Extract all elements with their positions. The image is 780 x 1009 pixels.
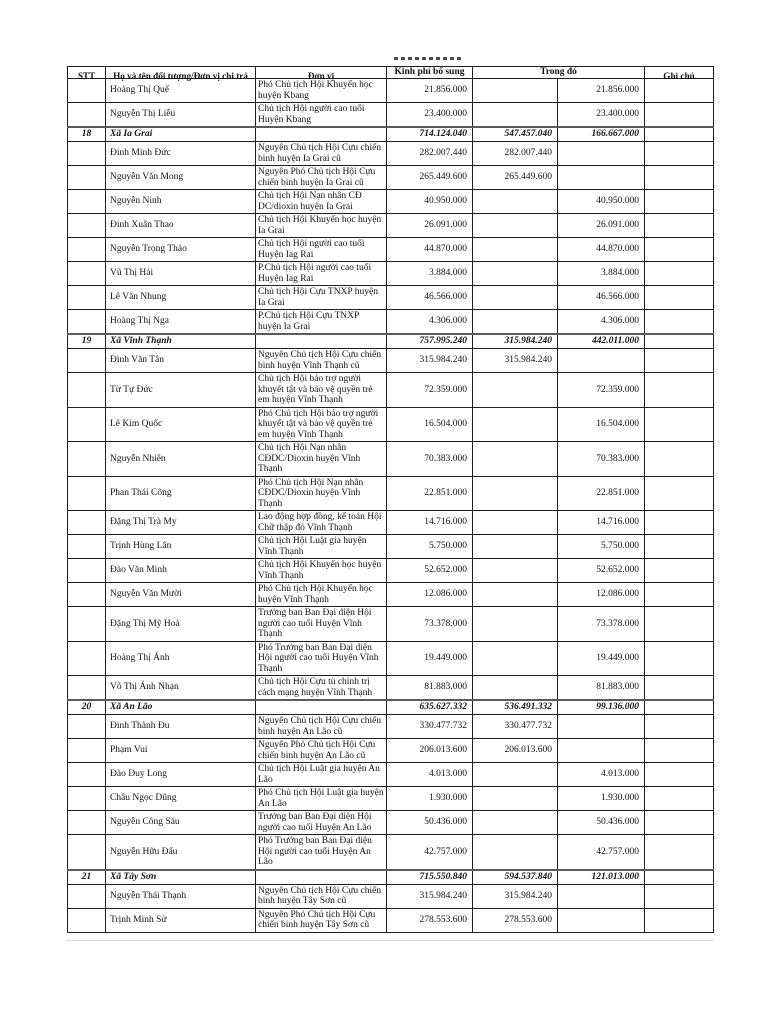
table-row	[68, 811, 714, 835]
row-stt	[68, 476, 106, 511]
row-name: Đinh Xuân Thao	[106, 214, 256, 238]
row-part1: 594.537.840	[473, 870, 558, 885]
row-name: Đào Văn Minh	[106, 559, 256, 583]
row-part2: 442.011.000	[558, 334, 645, 349]
row-amount: 26.091.000	[387, 214, 473, 238]
row-note	[645, 214, 714, 238]
row-note	[645, 700, 714, 715]
row-note	[645, 373, 714, 408]
row-stt	[68, 142, 106, 166]
row-amount: 3.884.000	[387, 262, 473, 286]
row-unit: Chủ tịch Hội bảo trợ người khuyết tật và bảo vệ quyền trẻ em huyện Vĩnh Thạnh	[256, 373, 387, 408]
row-name: Nguyễn Trọng Thảo	[106, 238, 256, 262]
row-part2: 73.378.000	[558, 607, 645, 642]
table-row	[68, 908, 714, 932]
row-stt	[68, 811, 106, 835]
row-amount: 14.716.000	[387, 511, 473, 535]
row-name: Nguyễn Ninh	[106, 190, 256, 214]
row-stt	[68, 238, 106, 262]
table-row	[68, 142, 714, 166]
row-unit: Phó Trưởng ban Ban Đại diện Hội người cao tuổi Huyện An Lão	[256, 835, 387, 870]
row-name: Nguyễn Công Sáu	[106, 811, 256, 835]
table-row	[68, 127, 714, 142]
row-part2: 50.436.000	[558, 811, 645, 835]
row-unit: Chủ tịch Hội Nạn nhân CĐDC/Dioxin huyện Vĩnh Thạnh	[256, 442, 387, 477]
row-part1: 265.449.600	[473, 166, 558, 190]
table-row	[68, 79, 714, 103]
table-row	[68, 535, 714, 559]
row-unit: Phó Chủ tịch Hội Luật gia huyện An Lão	[256, 787, 387, 811]
row-part1	[473, 476, 558, 511]
row-name: Trịnh Minh Sử	[106, 908, 256, 932]
row-note	[645, 349, 714, 373]
row-part1	[473, 583, 558, 607]
row-note	[645, 511, 714, 535]
row-note	[645, 476, 714, 511]
row-note	[645, 103, 714, 128]
row-stt	[68, 884, 106, 908]
row-stt	[68, 103, 106, 128]
header-stt-label: STT	[77, 71, 96, 81]
row-amount: 52.652.000	[387, 559, 473, 583]
row-unit: Phó Trưởng ban Ban Đại diện Hội người cao tuổi Huyện Vĩnh Thạnh	[256, 641, 387, 676]
row-unit: P.Chủ tịch Hội người cao tuổi Huyện Iag Rai	[256, 262, 387, 286]
table-row	[68, 700, 714, 715]
row-part1	[473, 310, 558, 335]
row-stt	[68, 739, 106, 763]
row-name: Nguyễn Văn Mong	[106, 166, 256, 190]
row-part2: 70.383.000	[558, 442, 645, 477]
row-part2: 22.851.000	[558, 476, 645, 511]
row-note	[645, 583, 714, 607]
row-note	[645, 884, 714, 908]
row-part1	[473, 373, 558, 408]
table-row	[68, 334, 714, 349]
table-row	[68, 884, 714, 908]
row-part2: 4.306.000	[558, 310, 645, 335]
row-part1: 206.013.600	[473, 739, 558, 763]
table-row	[68, 103, 714, 128]
row-note	[645, 715, 714, 739]
clipped-text-artifact	[394, 57, 464, 60]
row-unit: Nguyên Phó Chủ tịch Hội Cựu chiến binh huyện Ia Grai cũ	[256, 166, 387, 190]
table-row	[68, 787, 714, 811]
row-note	[645, 739, 714, 763]
row-part1: 278.553.600	[473, 908, 558, 932]
row-part2: 1.930.000	[558, 787, 645, 811]
row-note	[645, 835, 714, 870]
funding-table	[67, 66, 714, 933]
row-part2: 52.652.000	[558, 559, 645, 583]
row-unit: Chủ tịch Hội Nạn nhân CĐ DC/dioxin huyện Ia Grai	[256, 190, 387, 214]
row-amount: 50.436.000	[387, 811, 473, 835]
row-part1	[473, 676, 558, 701]
row-part1	[473, 641, 558, 676]
row-amount: 72.359.000	[387, 373, 473, 408]
row-part1	[473, 79, 558, 103]
table-row	[68, 286, 714, 310]
row-part2: 40.950.000	[558, 190, 645, 214]
table-body	[68, 79, 714, 933]
row-note	[645, 763, 714, 787]
row-amount: 315.984.240	[387, 884, 473, 908]
row-stt	[68, 286, 106, 310]
row-part1	[473, 214, 558, 238]
row-name: Hoàng Thị Ánh	[106, 641, 256, 676]
row-note	[645, 127, 714, 142]
row-name: Xã Tây Sơn	[106, 870, 256, 885]
row-part2: 46.566.000	[558, 286, 645, 310]
row-amount: 22.851.000	[387, 476, 473, 511]
row-unit: Chủ tịch Hội Cựu tù chính trị cách mạng huyện Vĩnh Thạnh	[256, 676, 387, 701]
row-part1	[473, 286, 558, 310]
row-stt	[68, 787, 106, 811]
header-name-label: Họ và tên đối tượng/Đơn vị chi trả	[113, 71, 248, 81]
row-unit: Chủ tịch Hội người cao tuổi Huyện Kbang	[256, 103, 387, 128]
row-name: Trịnh Hùng Lân	[106, 535, 256, 559]
table-header	[68, 67, 714, 79]
table-row	[68, 190, 714, 214]
table-row	[68, 607, 714, 642]
row-part2: 16.504.000	[558, 407, 645, 442]
row-stt	[68, 373, 106, 408]
row-stt	[68, 310, 106, 335]
row-part1: 547.457.040	[473, 127, 558, 142]
row-stt	[68, 262, 106, 286]
header-stt	[68, 67, 106, 79]
row-unit: Nguyên Phó Chủ tịch Hội Cựu chiến binh huyện Tây Sơn cũ	[256, 908, 387, 932]
row-note	[645, 286, 714, 310]
row-amount: 46.566.000	[387, 286, 473, 310]
row-part1: 315.984.240	[473, 334, 558, 349]
row-note	[645, 535, 714, 559]
row-unit: Chủ tịch Hội Khuyến học huyện Vĩnh Thạnh	[256, 559, 387, 583]
row-amount: 16.504.000	[387, 407, 473, 442]
row-unit	[256, 700, 387, 715]
row-stt: 19	[68, 334, 106, 349]
table-row	[68, 511, 714, 535]
row-amount: 44.870.000	[387, 238, 473, 262]
row-part1	[473, 238, 558, 262]
table-row	[68, 715, 714, 739]
row-name: Từ Tự Đức	[106, 373, 256, 408]
row-part1	[473, 407, 558, 442]
row-part1: 315.984.240	[473, 349, 558, 373]
row-amount: 19.449.000	[387, 641, 473, 676]
header-row	[68, 67, 714, 79]
row-amount: 206.013.600	[387, 739, 473, 763]
row-name: Nguyễn Thị Liễu	[106, 103, 256, 128]
row-unit: Nguyên Chủ tịch Hội Cựu chiến binh huyện Ia Grai cũ	[256, 142, 387, 166]
row-stt	[68, 349, 106, 373]
row-unit: Trưởng ban Ban Đại diện Hội người cao tuổi Huyện Vĩnh Thạnh	[256, 607, 387, 642]
row-amount: 282.007.440	[387, 142, 473, 166]
row-note	[645, 811, 714, 835]
row-part1	[473, 811, 558, 835]
row-stt	[68, 641, 106, 676]
table-row	[68, 373, 714, 408]
row-part2	[558, 884, 645, 908]
row-stt	[68, 190, 106, 214]
row-unit: Phó Chủ tịch Hội Nạn nhân CĐDC/Dioxin huyện Vĩnh Thạnh	[256, 476, 387, 511]
row-note	[645, 262, 714, 286]
table-row	[68, 835, 714, 870]
row-amount: 278.553.600	[387, 908, 473, 932]
row-name: Hoàng Thị Nga	[106, 310, 256, 335]
row-amount: 714.124.040	[387, 127, 473, 142]
row-stt	[68, 442, 106, 477]
row-part1	[473, 787, 558, 811]
table-row	[68, 870, 714, 885]
row-part2: 44.870.000	[558, 238, 645, 262]
row-part1	[473, 607, 558, 642]
row-unit: Chủ tịch Hội Luật gia huyện Vĩnh Thạnh	[256, 535, 387, 559]
row-name: Phạm Vui	[106, 739, 256, 763]
row-part1	[473, 511, 558, 535]
row-amount: 5.750.000	[387, 535, 473, 559]
row-part1	[473, 559, 558, 583]
row-unit: Nguyên Chủ tịch Hội Cựu chiến binh huyện An Lão cũ	[256, 715, 387, 739]
table-row	[68, 166, 714, 190]
row-name: Hoàng Thị Quế	[106, 79, 256, 103]
row-part1	[473, 535, 558, 559]
table-row	[68, 641, 714, 676]
row-part2	[558, 715, 645, 739]
row-note	[645, 908, 714, 932]
row-part2: 19.449.000	[558, 641, 645, 676]
row-part1	[473, 103, 558, 128]
header-note	[645, 67, 714, 79]
row-name: Đinh Thành Đu	[106, 715, 256, 739]
row-note	[645, 142, 714, 166]
row-part2: 26.091.000	[558, 214, 645, 238]
row-part1: 536.491.332	[473, 700, 558, 715]
row-stt	[68, 715, 106, 739]
table-row	[68, 349, 714, 373]
row-stt	[68, 676, 106, 701]
header-unit	[256, 67, 387, 79]
row-part2	[558, 142, 645, 166]
row-part2: 81.883.000	[558, 676, 645, 701]
header-name	[106, 67, 256, 79]
row-name: Xã An Lão	[106, 700, 256, 715]
row-unit: Chủ tịch Hội người cao tuổi Huyện Iag Rai	[256, 238, 387, 262]
row-amount: 42.757.000	[387, 835, 473, 870]
row-part1: 315.984.240	[473, 884, 558, 908]
row-unit: Phó Chủ tịch Hội bảo trợ người khuyết tật và bảo vệ quyền trẻ em huyện Vĩnh Thạnh	[256, 407, 387, 442]
row-note	[645, 559, 714, 583]
row-stt	[68, 607, 106, 642]
table-row	[68, 214, 714, 238]
row-amount: 635.627.332	[387, 700, 473, 715]
row-note	[645, 407, 714, 442]
row-stt	[68, 166, 106, 190]
row-amount: 757.995.240	[387, 334, 473, 349]
table-row	[68, 476, 714, 511]
row-part2	[558, 739, 645, 763]
row-note	[645, 238, 714, 262]
row-unit: Nguyên Chủ tịch Hội Cựu chiến binh huyện Vĩnh Thạnh cũ	[256, 349, 387, 373]
row-amount: 265.449.600	[387, 166, 473, 190]
row-unit: Chủ tịch Hội Khuyến học huyện Ia Grai	[256, 214, 387, 238]
row-amount: 73.378.000	[387, 607, 473, 642]
table-row	[68, 238, 714, 262]
row-name: Võ Thị Ánh Nhạn	[106, 676, 256, 701]
row-note	[645, 787, 714, 811]
row-name: Nguyễn Hữu Đấu	[106, 835, 256, 870]
row-amount: 21.856.000	[387, 79, 473, 103]
row-stt	[68, 583, 106, 607]
row-part2: 72.359.000	[558, 373, 645, 408]
row-stt	[68, 535, 106, 559]
row-part2: 99.136.000	[558, 700, 645, 715]
header-unit-label: Đơn vị	[307, 71, 335, 81]
row-part1: 330.477.732	[473, 715, 558, 739]
row-amount: 1.930.000	[387, 787, 473, 811]
table-row	[68, 442, 714, 477]
row-part2: 12.086.000	[558, 583, 645, 607]
row-unit: Phó Chủ tịch Hội Khuyến học huyện Kbang	[256, 79, 387, 103]
row-note	[645, 676, 714, 701]
row-amount: 715.550.840	[387, 870, 473, 885]
row-name: Xã Ia Grai	[106, 127, 256, 142]
row-part1	[473, 763, 558, 787]
row-name: Lê Kim Quốc	[106, 407, 256, 442]
row-amount: 12.086.000	[387, 583, 473, 607]
table-row	[68, 262, 714, 286]
row-amount: 330.477.732	[387, 715, 473, 739]
row-amount: 81.883.000	[387, 676, 473, 701]
table-row	[68, 583, 714, 607]
row-note	[645, 641, 714, 676]
row-name: Nguyễn Thái Thạnh	[106, 884, 256, 908]
row-amount: 315.984.240	[387, 349, 473, 373]
row-amount: 4.306.000	[387, 310, 473, 335]
row-part2: 14.716.000	[558, 511, 645, 535]
row-unit	[256, 334, 387, 349]
row-unit: Chủ tịch Hội Cựu TNXP huyện Ia Grai	[256, 286, 387, 310]
row-amount: 70.383.000	[387, 442, 473, 477]
row-note	[645, 870, 714, 885]
row-unit	[256, 870, 387, 885]
row-unit	[256, 127, 387, 142]
row-stt	[68, 835, 106, 870]
row-part2: 42.757.000	[558, 835, 645, 870]
row-amount: 40.950.000	[387, 190, 473, 214]
row-part1	[473, 190, 558, 214]
row-name: Lê Văn Nhung	[106, 286, 256, 310]
row-unit: Nguyên Phó Chủ tịch Hội Cựu chiến binh huyện An Lão cũ	[256, 739, 387, 763]
row-unit: Nguyên Chủ tịch Hội Cựu chiến binh huyện Tây Sơn cũ	[256, 884, 387, 908]
table-row	[68, 407, 714, 442]
header-note-label: Ghi chú	[663, 71, 695, 81]
row-part2	[558, 908, 645, 932]
row-name: Nguyễn Văn Mười	[106, 583, 256, 607]
row-note	[645, 607, 714, 642]
row-stt	[68, 559, 106, 583]
row-part2: 5.750.000	[558, 535, 645, 559]
row-name: Châu Ngọc Dũng	[106, 787, 256, 811]
table-row	[68, 310, 714, 335]
row-unit: Trưởng ban Ban Đại diện Hội người cao tuổi Huyện An Lão	[256, 811, 387, 835]
header-amount: Kinh phí bổ sung	[387, 67, 473, 79]
row-stt: 20	[68, 700, 106, 715]
row-part2: 166.667.000	[558, 127, 645, 142]
row-note	[645, 310, 714, 335]
row-name: Đinh Minh Đức	[106, 142, 256, 166]
row-unit: Chủ tịch Hội Luật gia huyện An Lão	[256, 763, 387, 787]
row-note	[645, 442, 714, 477]
row-stt	[68, 763, 106, 787]
row-name: Vũ Thị Hải	[106, 262, 256, 286]
row-name: Đặng Thị Trà My	[106, 511, 256, 535]
row-part2	[558, 166, 645, 190]
row-amount: 4.013.000	[387, 763, 473, 787]
row-part1	[473, 835, 558, 870]
row-part1: 282.007.440	[473, 142, 558, 166]
row-note	[645, 166, 714, 190]
row-unit: Lao động hợp đồng, kế toán Hội Chữ thập đỏ Vĩnh Thạnh	[256, 511, 387, 535]
row-name: Đào Duy Long	[106, 763, 256, 787]
row-amount: 23.400.000	[387, 103, 473, 128]
row-part2	[558, 349, 645, 373]
header-breakdown: Trong đó	[473, 67, 645, 79]
row-stt	[68, 908, 106, 932]
row-stt: 21	[68, 870, 106, 885]
row-name: Nguyễn Nhiên	[106, 442, 256, 477]
row-note	[645, 79, 714, 103]
row-note	[645, 190, 714, 214]
row-part2: 3.884.000	[558, 262, 645, 286]
scan-artifact-line	[66, 940, 714, 941]
row-name: Phan Thái Công	[106, 476, 256, 511]
row-unit: Phó Chủ tịch Hội Khuyến học huyện Vĩnh Thạnh	[256, 583, 387, 607]
row-part2: 21.856.000	[558, 79, 645, 103]
row-stt	[68, 407, 106, 442]
row-part1	[473, 262, 558, 286]
row-unit: P.Chủ tịch Hội Cựu TNXP huyện Ia Grai	[256, 310, 387, 335]
row-stt	[68, 511, 106, 535]
row-stt: 18	[68, 127, 106, 142]
row-part1	[473, 442, 558, 477]
table-row	[68, 559, 714, 583]
table-row	[68, 739, 714, 763]
table-row	[68, 676, 714, 701]
row-stt	[68, 79, 106, 103]
row-part2: 23.400.000	[558, 103, 645, 128]
table-row	[68, 763, 714, 787]
row-part2: 121.013.000	[558, 870, 645, 885]
row-stt	[68, 214, 106, 238]
row-name: Đặng Thị Mỹ Hoà	[106, 607, 256, 642]
row-note	[645, 334, 714, 349]
row-part2: 4.013.000	[558, 763, 645, 787]
row-name: Đinh Văn Tân	[106, 349, 256, 373]
row-name: Xã Vĩnh Thạnh	[106, 334, 256, 349]
